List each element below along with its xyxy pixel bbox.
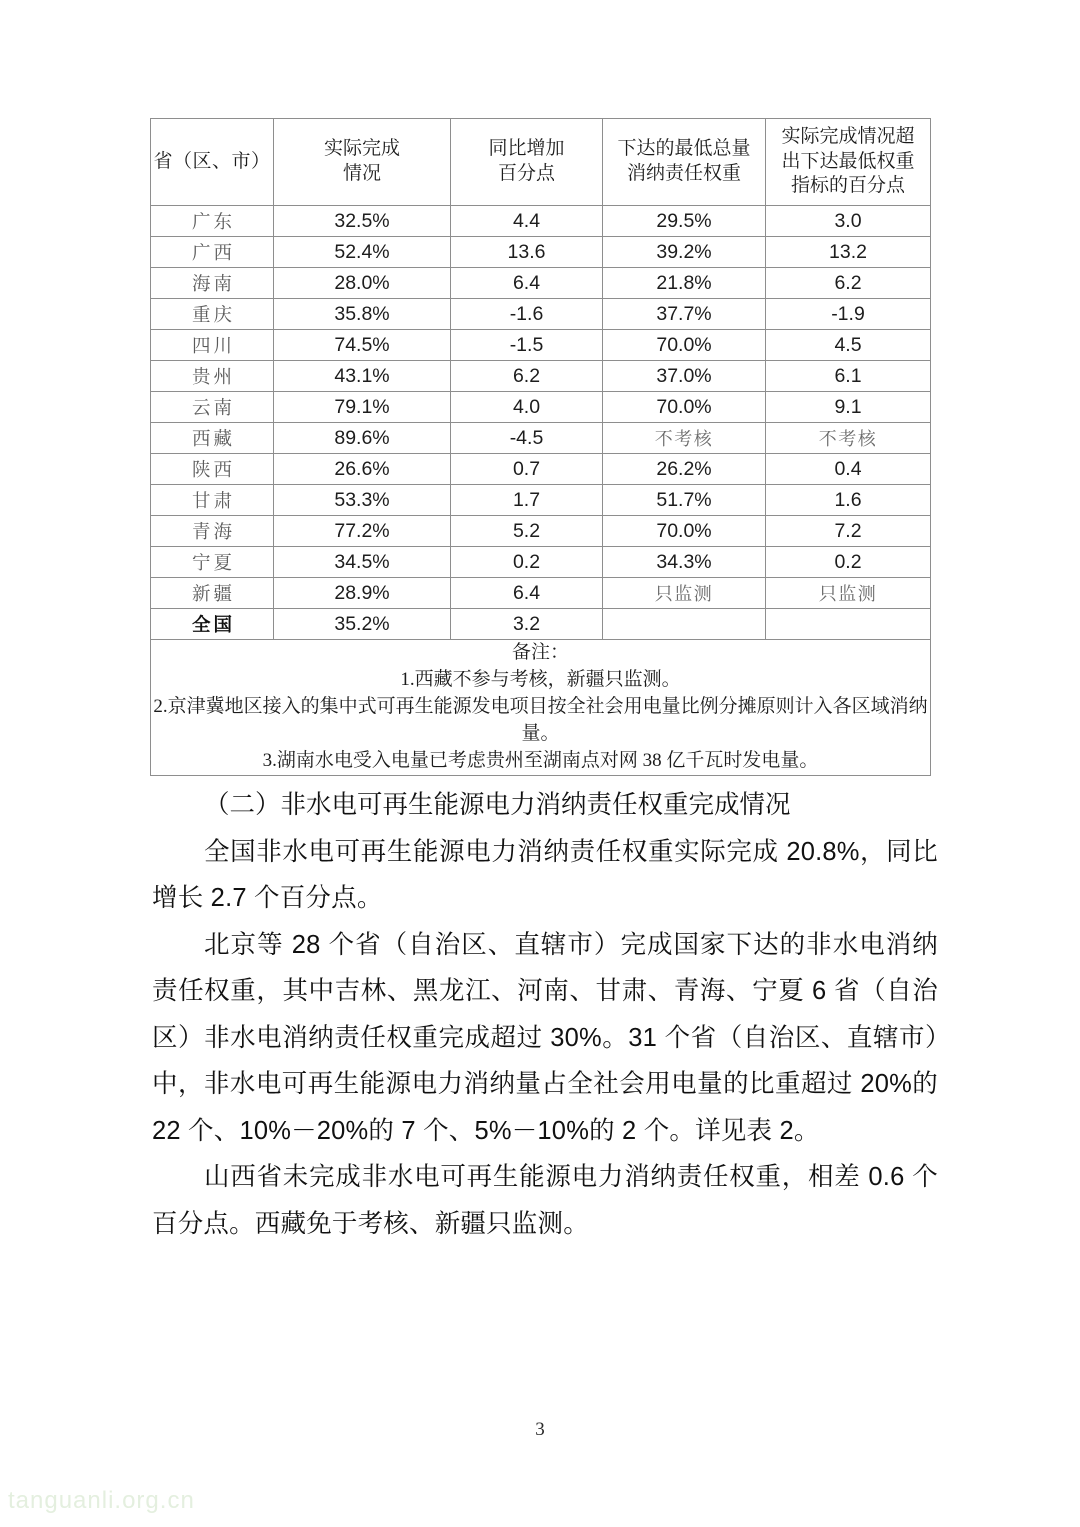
cell-min-weight: 只监测 — [603, 578, 766, 609]
site-watermark: tanguanli.org.cn — [8, 1487, 195, 1514]
cell-yoy: 6.2 — [451, 361, 603, 392]
table-notes-row — [151, 640, 931, 776]
cell-province: 甘肃 — [151, 485, 274, 516]
header-exceed-points-line2: 出下达最低权重 — [781, 150, 915, 172]
table-row — [151, 361, 931, 392]
paragraph-province-completion: 北京等 28 个省（自治区、直辖市）完成国家下达的非水电消纳责任权重，其中吉林、黑龙江、河南、甘肃、青海、宁夏 6 省（自治区）非水电消纳责任权重完成超过 30%。31 个省（自治区、直辖市）中，非水电可再生能源电力消纳量占全社会用电量的比重超过 20%的 22 个、10%－20%的 7 个、5%－10%的 2 个。详见表 2。 — [152, 930, 938, 1145]
table-row — [151, 206, 931, 237]
table-row — [151, 392, 931, 423]
note-item-3: 3.湖南水电受入电量已考虑贵州至湖南点对网 38 亿千瓦时发电量。 — [262, 749, 819, 771]
cell-actual: 52.4% — [274, 237, 451, 268]
cell-province: 青海 — [151, 516, 274, 547]
cell-exceed: 6.1 — [766, 361, 931, 392]
cell-yoy: -4.5 — [451, 423, 603, 454]
table-row — [151, 454, 931, 485]
cell-yoy: 0.7 — [451, 454, 603, 485]
cell-yoy: 1.7 — [451, 485, 603, 516]
paragraph-national-weight: 全国非水电可再生能源电力消纳责任权重实际完成 20.8%，同比增长 2.7 个百分点。 — [152, 837, 938, 912]
consumption-weight-table — [150, 118, 931, 776]
cell-province: 新疆 — [151, 578, 274, 609]
cell-exceed: 0.4 — [766, 454, 931, 485]
cell-actual: 43.1% — [274, 361, 451, 392]
cell-actual: 74.5% — [274, 330, 451, 361]
table-row — [151, 423, 931, 454]
cell-yoy: 6.4 — [451, 578, 603, 609]
cell-exceed: 4.5 — [766, 330, 931, 361]
cell-yoy: 0.2 — [451, 547, 603, 578]
document-body — [152, 782, 938, 1247]
note-item-2: 2.京津冀地区接入的集中式可再生能源发电项目按全社会用电量比例分摊原则计入各区域消纳量。 — [153, 695, 928, 744]
cell-min-weight: 26.2% — [603, 454, 766, 485]
header-yoy-increase — [451, 119, 603, 206]
cell-province: 四川 — [151, 330, 274, 361]
header-exceed-points — [766, 119, 931, 206]
cell-yoy: 3.2 — [451, 609, 603, 640]
cell-province: 广西 — [151, 237, 274, 268]
cell-exceed: 1.6 — [766, 485, 931, 516]
cell-yoy: 13.6 — [451, 237, 603, 268]
cell-province: 广东 — [151, 206, 274, 237]
cell-actual: 32.5% — [274, 206, 451, 237]
cell-province: 贵州 — [151, 361, 274, 392]
cell-yoy: -1.6 — [451, 299, 603, 330]
cell-min-weight: 37.7% — [603, 299, 766, 330]
cell-yoy: 5.2 — [451, 516, 603, 547]
table-notes-body — [151, 640, 930, 775]
section-heading: （二）非水电可再生能源电力消纳责任权重完成情况 — [204, 791, 791, 819]
table-header-row — [151, 119, 931, 206]
cell-min-weight: 39.2% — [603, 237, 766, 268]
cell-province: 云南 — [151, 392, 274, 423]
cell-min-weight: 21.8% — [603, 268, 766, 299]
cell-province: 宁夏 — [151, 547, 274, 578]
cell-actual: 89.6% — [274, 423, 451, 454]
cell-exceed: -1.9 — [766, 299, 931, 330]
cell-actual: 79.1% — [274, 392, 451, 423]
cell-min-weight: 70.0% — [603, 330, 766, 361]
table-body — [151, 206, 931, 776]
cell-actual: 53.3% — [274, 485, 451, 516]
page-number: 3 — [535, 1419, 545, 1440]
table-notes — [151, 640, 931, 776]
table-row — [151, 268, 931, 299]
table-row — [151, 578, 931, 609]
header-exceed-points-line3: 指标的百分点 — [790, 175, 905, 197]
cell-province: 重庆 — [151, 299, 274, 330]
table-row — [151, 330, 931, 361]
cell-province: 海南 — [151, 268, 274, 299]
header-yoy-increase-line2: 百分点 — [497, 163, 555, 184]
cell-min-weight: 37.0% — [603, 361, 766, 392]
cell-exceed: 7.2 — [766, 516, 931, 547]
cell-exceed — [766, 609, 931, 640]
cell-actual: 28.0% — [274, 268, 451, 299]
header-min-total-weight-line1: 下达的最低总量 — [617, 138, 751, 160]
cell-actual: 35.2% — [274, 609, 451, 640]
header-actual-completion-line2: 情况 — [342, 163, 381, 184]
cell-min-weight: 51.7% — [603, 485, 766, 516]
cell-min-weight — [603, 609, 766, 640]
cell-actual: 77.2% — [274, 516, 451, 547]
header-yoy-increase-line1: 同比增加 — [488, 138, 565, 160]
table-row — [151, 547, 931, 578]
cell-province: 西藏 — [151, 423, 274, 454]
cell-min-weight: 29.5% — [603, 206, 766, 237]
cell-province: 陕西 — [151, 454, 274, 485]
consumption-weight-table-container — [150, 118, 930, 776]
table-row — [151, 485, 931, 516]
cell-exceed: 3.0 — [766, 206, 931, 237]
header-actual-completion — [274, 119, 451, 206]
table-header — [151, 119, 931, 206]
cell-exceed: 只监测 — [766, 578, 931, 609]
cell-province: 全国 — [151, 609, 274, 640]
cell-actual: 35.8% — [274, 299, 451, 330]
cell-yoy: 4.4 — [451, 206, 603, 237]
cell-exceed: 9.1 — [766, 392, 931, 423]
table-row — [151, 516, 931, 547]
cell-exceed: 13.2 — [766, 237, 931, 268]
cell-yoy: 4.0 — [451, 392, 603, 423]
header-actual-completion-line1: 实际完成 — [323, 138, 400, 160]
cell-min-weight: 34.3% — [603, 547, 766, 578]
table-row — [151, 299, 931, 330]
cell-exceed: 6.2 — [766, 268, 931, 299]
header-min-total-weight — [603, 119, 766, 206]
table-row-national-total — [151, 609, 931, 640]
cell-actual: 28.9% — [274, 578, 451, 609]
cell-exceed: 不考核 — [766, 423, 931, 454]
note-item-1: 1.西藏不参与考核，新疆只监测。 — [400, 668, 681, 690]
cell-actual: 34.5% — [274, 547, 451, 578]
cell-actual: 26.6% — [274, 454, 451, 485]
cell-min-weight: 70.0% — [603, 392, 766, 423]
cell-min-weight: 70.0% — [603, 516, 766, 547]
cell-yoy: 6.4 — [451, 268, 603, 299]
notes-title: 备注： — [511, 642, 569, 663]
header-min-total-weight-line2: 消纳责任权重 — [626, 163, 741, 184]
header-province: 省（区、市） — [151, 119, 274, 206]
cell-min-weight: 不考核 — [603, 423, 766, 454]
cell-yoy: -1.5 — [451, 330, 603, 361]
header-exceed-points-line1: 实际完成情况超 — [781, 125, 915, 147]
paragraph-shanxi-shortfall: 山西省未完成非水电可再生能源电力消纳责任权重，相差 0.6 个百分点。西藏免于考核、新疆只监测。 — [152, 1163, 938, 1238]
cell-exceed: 0.2 — [766, 547, 931, 578]
table-row — [151, 237, 931, 268]
